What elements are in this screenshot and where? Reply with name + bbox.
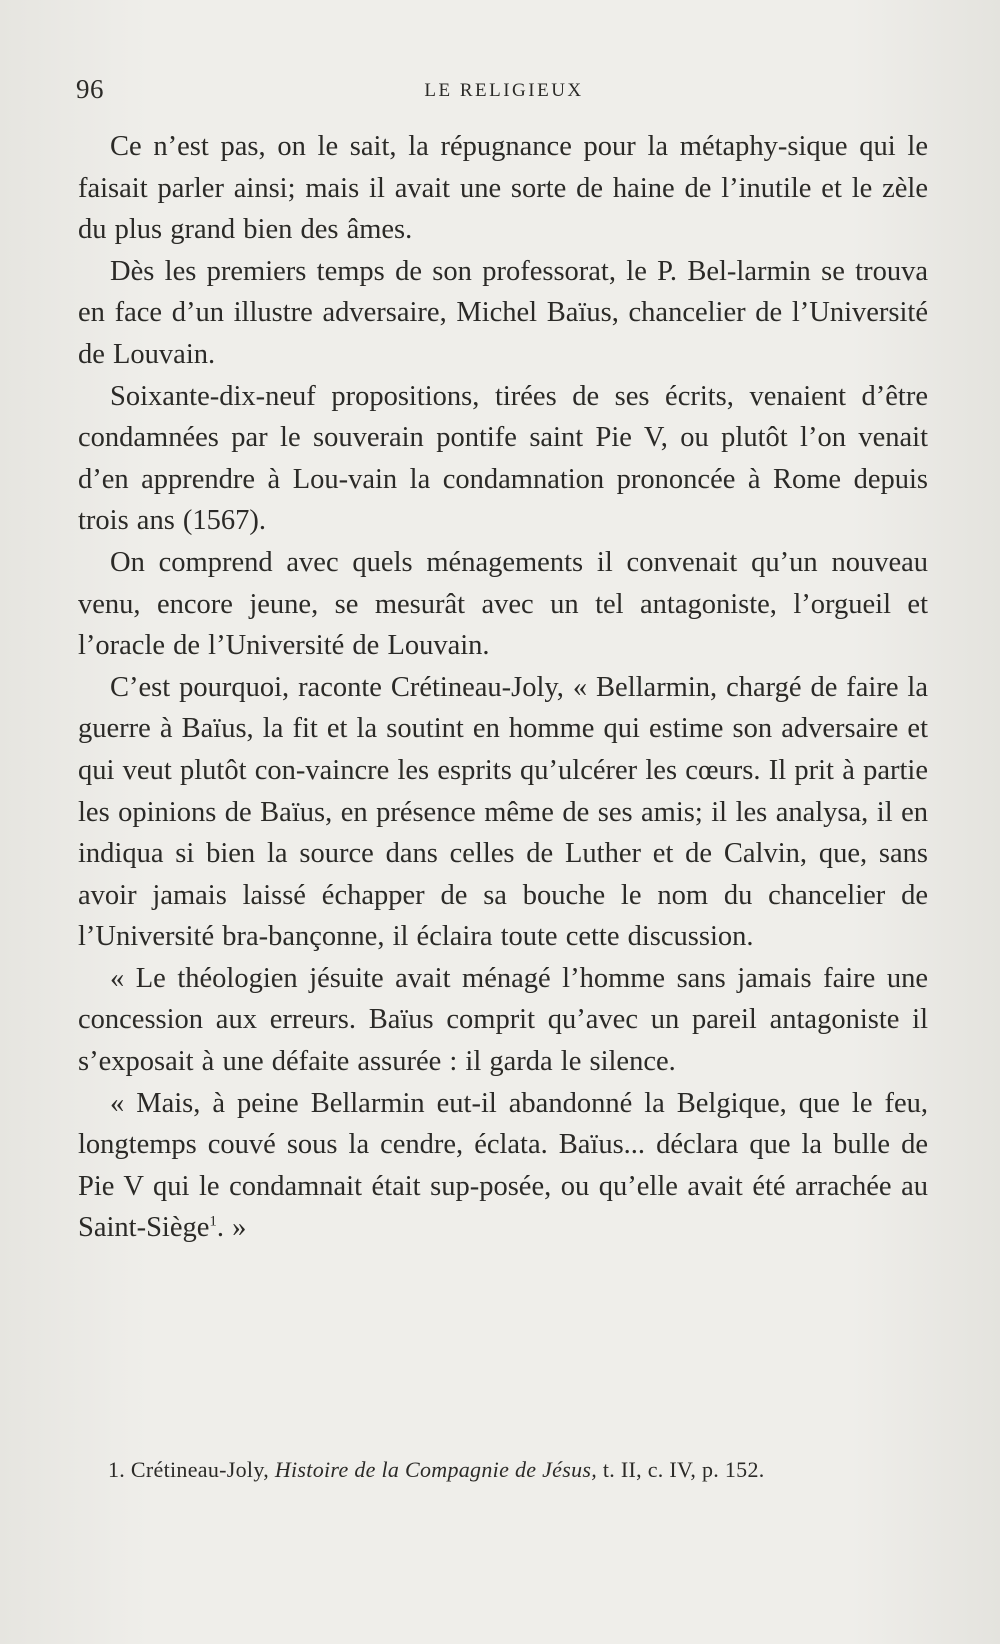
paragraph: On comprend avec quels ménagements il convenait qu’un nouveau venu, encore jeune, se mesurât avec un tel antagoniste, l’orgueil et l’oracle de l’Université de Louvain. [78,546,928,662]
footnote-number: 1. [108,1457,126,1482]
footnote-reference: 1 [209,1213,217,1230]
footnote-title: Histoire de la Compagnie de Jésus, [274,1457,598,1482]
page-number: 96 [76,74,104,104]
paragraph: Dès les premiers temps de son professorat, le P. Bel-larmin se trouva en face d’un illustre adversaire, Michel Baïus, chancelier de l’Université de Louvain. [78,255,928,370]
footnote-author: Crétineau-Joly, [130,1457,270,1482]
paragraph-text: « Mais, à peine Bellarmin eut-il abandonné la Belgique, que le feu, longtemps couvé sous la cendre, éclata. Baïus... déclara que la bulle de Pie V qui le condamnait était sup-posée, ou qu’elle avait été arrachée au Saint-Siège [78,1087,928,1244]
paragraph: Soixante-dix-neuf propositions, tirées de ses écrits, venaient d’être condamnées par le souverain pontife saint Pie V, ou plutôt l’on venait d’en apprendre à Lou-vain la condamnation prononcée à Rome depuis trois ans (1567). [78,380,928,537]
body-text [78,126,928,1249]
footnote [80,1455,926,1484]
running-title: LE RELIGIEUX [424,80,584,101]
page-header [76,70,932,110]
paragraph-closing: . » [216,1212,247,1244]
paragraph-last [78,1083,928,1249]
paragraph: Ce n’est pas, on le sait, la répugnance pour la métaphy-sique qui le faisait parler ainsi; mais il avait une sorte de haine de l’inutile et le zèle du plus grand bien des âmes. [78,131,928,246]
footnote-ref: t. II, c. IV, p. 152. [602,1457,765,1482]
paragraph: « Le théologien jésuite avait ménagé l’homme sans jamais faire une concession aux erreurs. Baïus comprit qu’avec un pareil antagoniste il s’exposait à une défaite assurée : il garda le silence. [78,962,928,1078]
paragraph: C’est pourquoi, raconte Crétineau-Joly, « Bellarmin, chargé de faire la guerre à Baïus, la fit et la soutint en homme qui estime son adversaire et qui veut plutôt con-vaincre les esprits qu’ulcérer les cœurs. Il prit à partie les opinions de Baïus, en présence même de ses amis; il les analysa, il en indiqua si bien la source dans celles de Luther et de Calvin, que, sans avoir jamais laissé échapper de sa bouche le nom du chancelier de l’Université bra-bançonne, il éclaira toute cette discussion. [78,671,928,953]
footnotes [80,1455,926,1484]
